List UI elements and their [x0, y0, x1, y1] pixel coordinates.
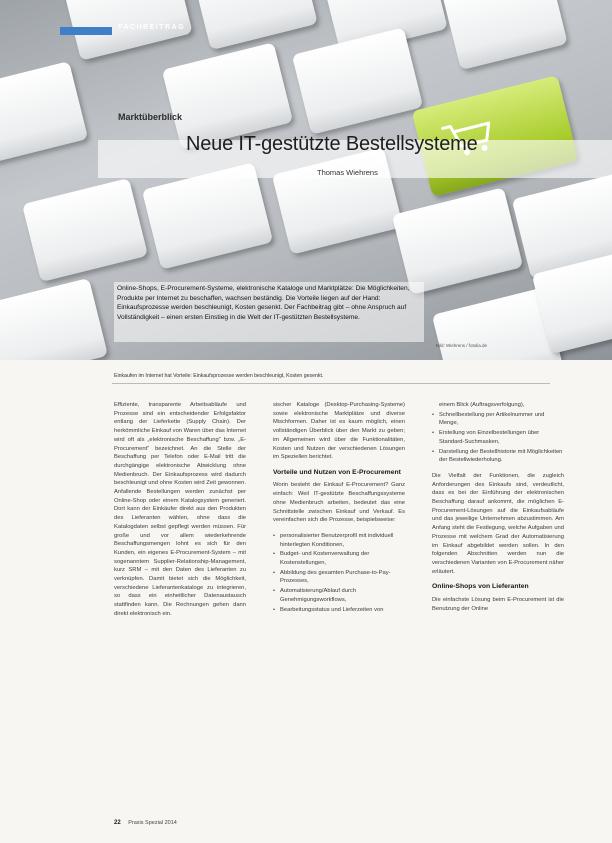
list-item: • Schnellbestellung per Artikelnummer und Menge, [439, 411, 564, 428]
hero-keyboard-photo [0, 0, 612, 360]
body-paragraph: Worin besteht der Einkauf E-Procurement? Ganz einfach: Weil IT-gestützte Beschaffungssysteme ohne Medienbruch arbeiten, bedeutet das eine Schnittstelle zwischen Einkauf und Verkauf. Es vereinfachen sich die Prozesse, beispielsweise: [273, 482, 405, 524]
bullet-list [432, 411, 564, 465]
article-author: Thomas Wiehrens [317, 168, 378, 177]
bullet-list [273, 532, 405, 614]
list-item: • Darstellung der Bestellhistorie mit Möglichkeiten der Bestellwiederholung. [439, 448, 564, 465]
section-label: FACHBEITRAG [118, 24, 186, 31]
section-heading: Vorteile und Nutzen von E-Procurement [273, 468, 401, 476]
journal-name: Praxis Spezial 2014 [128, 820, 177, 826]
image-caption: Einkaufen im Internet hat Vorteile: Einkaufsprozesse werden beschleunigt, Kosten gesenkt. [114, 373, 324, 379]
section-heading: Online-Shops von Lieferanten [432, 583, 529, 591]
body-paragraph: sischer Kataloge (Desktop-Purchasing-Systeme) sowie elektronische Marktplätze und diverse Mischformen. Daher ist es kaum möglich, einen vollständigen Überblick über den Markt zu geben; im Allgemeinen wird über die Funktionalitäten, Kosten und Nutzen der verschiedenen Lösungen im Speziellen berichtet. [273, 402, 405, 461]
body-paragraph: Die Vielfalt der Funktionen, die zugleich Anforderungen des Einkaufs sind, verdeutlicht, dass es bei der Einführung der elektronischen Beschaffung darauf ankommt, die möglichen E-Procurement-Lösungen auf die Einkaufsabläufe und das jeweilige Unternehmen abzustimmen. Am Anfang steht die Festlegung, welche Aufgaben und Prozesse mit welchem Grad der Automatisierung im Einkauf abgebildet werden sollen. In den folgenden Abschnitten werden nun die verschiedenen Varianten von E-Procurement näher erläutert. [432, 472, 564, 575]
list-item: • personalisierter Benutzerprofil mit individuell hinterlegten Konditionen, [280, 532, 405, 549]
list-item: • Automatisierung/Ablauf durch Genehmigungsworkflows, [280, 587, 405, 604]
article-title: Neue IT-gestützte Bestellsysteme [186, 133, 478, 155]
list-item: • Erstellung von Einzelbestellungen über Standard-Suchmasken, [439, 429, 564, 446]
body-paragraph: Die einfachste Lösung beim E-Procurement ist die Benutzung der Online [432, 596, 564, 612]
photo-credit: Bild: Wiehrens / fotolia.de [436, 343, 488, 348]
article-lead: Online-Shops, E-Procurement-Systeme, elektronische Kataloge und Marktplätze: Die Möglichkeiten, Produkte per Internet zu beschaffen, wachsen beständig. Die Vorteile liegen auf der Hand: Einkaufsprozesse werden beschleunigt, Kosten gesenkt. Der Fachbeitrag gibt – ohne Anspruch auf Vollständigkeit – einen ersten Einstieg in die Welt der IT-gestützten Bestellsysteme. [117, 285, 410, 321]
list-item: • Budget- und Kostenverwaltung der Kostenstellungen, [280, 550, 405, 567]
text-column-3 [432, 401, 564, 620]
body-paragraph: Effiziente, transparente Arbeitsabläufe und Prozesse sind ein entscheidender Erfolgsfaktor entlang der Lieferkette (Supply Chain). Der herkömmliche Einkauf von Waren über das Internet wird oft als „elektronische Beschaffung“ bzw. „E-Procurement“ bezeichnet. An die Stelle der Beschaffung per Telefon oder E-Mail tritt die durchgängige elektronische Abwicklung ohne Medienbruch. Der Einkaufsprozess wird dadurch beschleunigt und ohne Kosten wird Zeit gewonnen. Anfallende Bestellungen werden zunächst per Online-Shop oder einem Katalogsystem generiert. Dort kann der Einkäufer direkt aus den Produkten des Lieferanten wählen, ohne dass die Katalogdaten selbst gepflegt werden müssen. Für große und vor allem wiederkehrende Beschaffungsmengen lohnt es sich für den Kunden, ein eigenes E-Procurement-System – mit sogenanntem Supplier-Relationship-Management, kurz SRM – mit den Daten des Lieferanten zu verknüpfen. Damit bietet sich die Möglichkeit, verschiedene Lieferantenkataloge zu integrieren, so dass ein einheitlicher Datenaustausch stattfinden kann. Die Rechnungen gehen dann direkt elektronisch ein. [114, 402, 246, 617]
list-continuation: einem Blick (Auftragsverfolgung), [439, 402, 525, 408]
caption-rule [112, 383, 550, 384]
section-tag-bar [60, 27, 112, 35]
page-footer [114, 820, 177, 826]
text-column-2 [273, 401, 405, 621]
list-item: • Abbildung des gesamten Purchase-to-Pay-Prozesses, [280, 569, 405, 586]
page-number: 22 [114, 820, 121, 826]
article-kicker: Marktüberblick [118, 112, 183, 122]
text-column-1 [114, 401, 246, 626]
list-item: • Bearbeitungsstatus und Lieferzeiten von [280, 606, 405, 615]
